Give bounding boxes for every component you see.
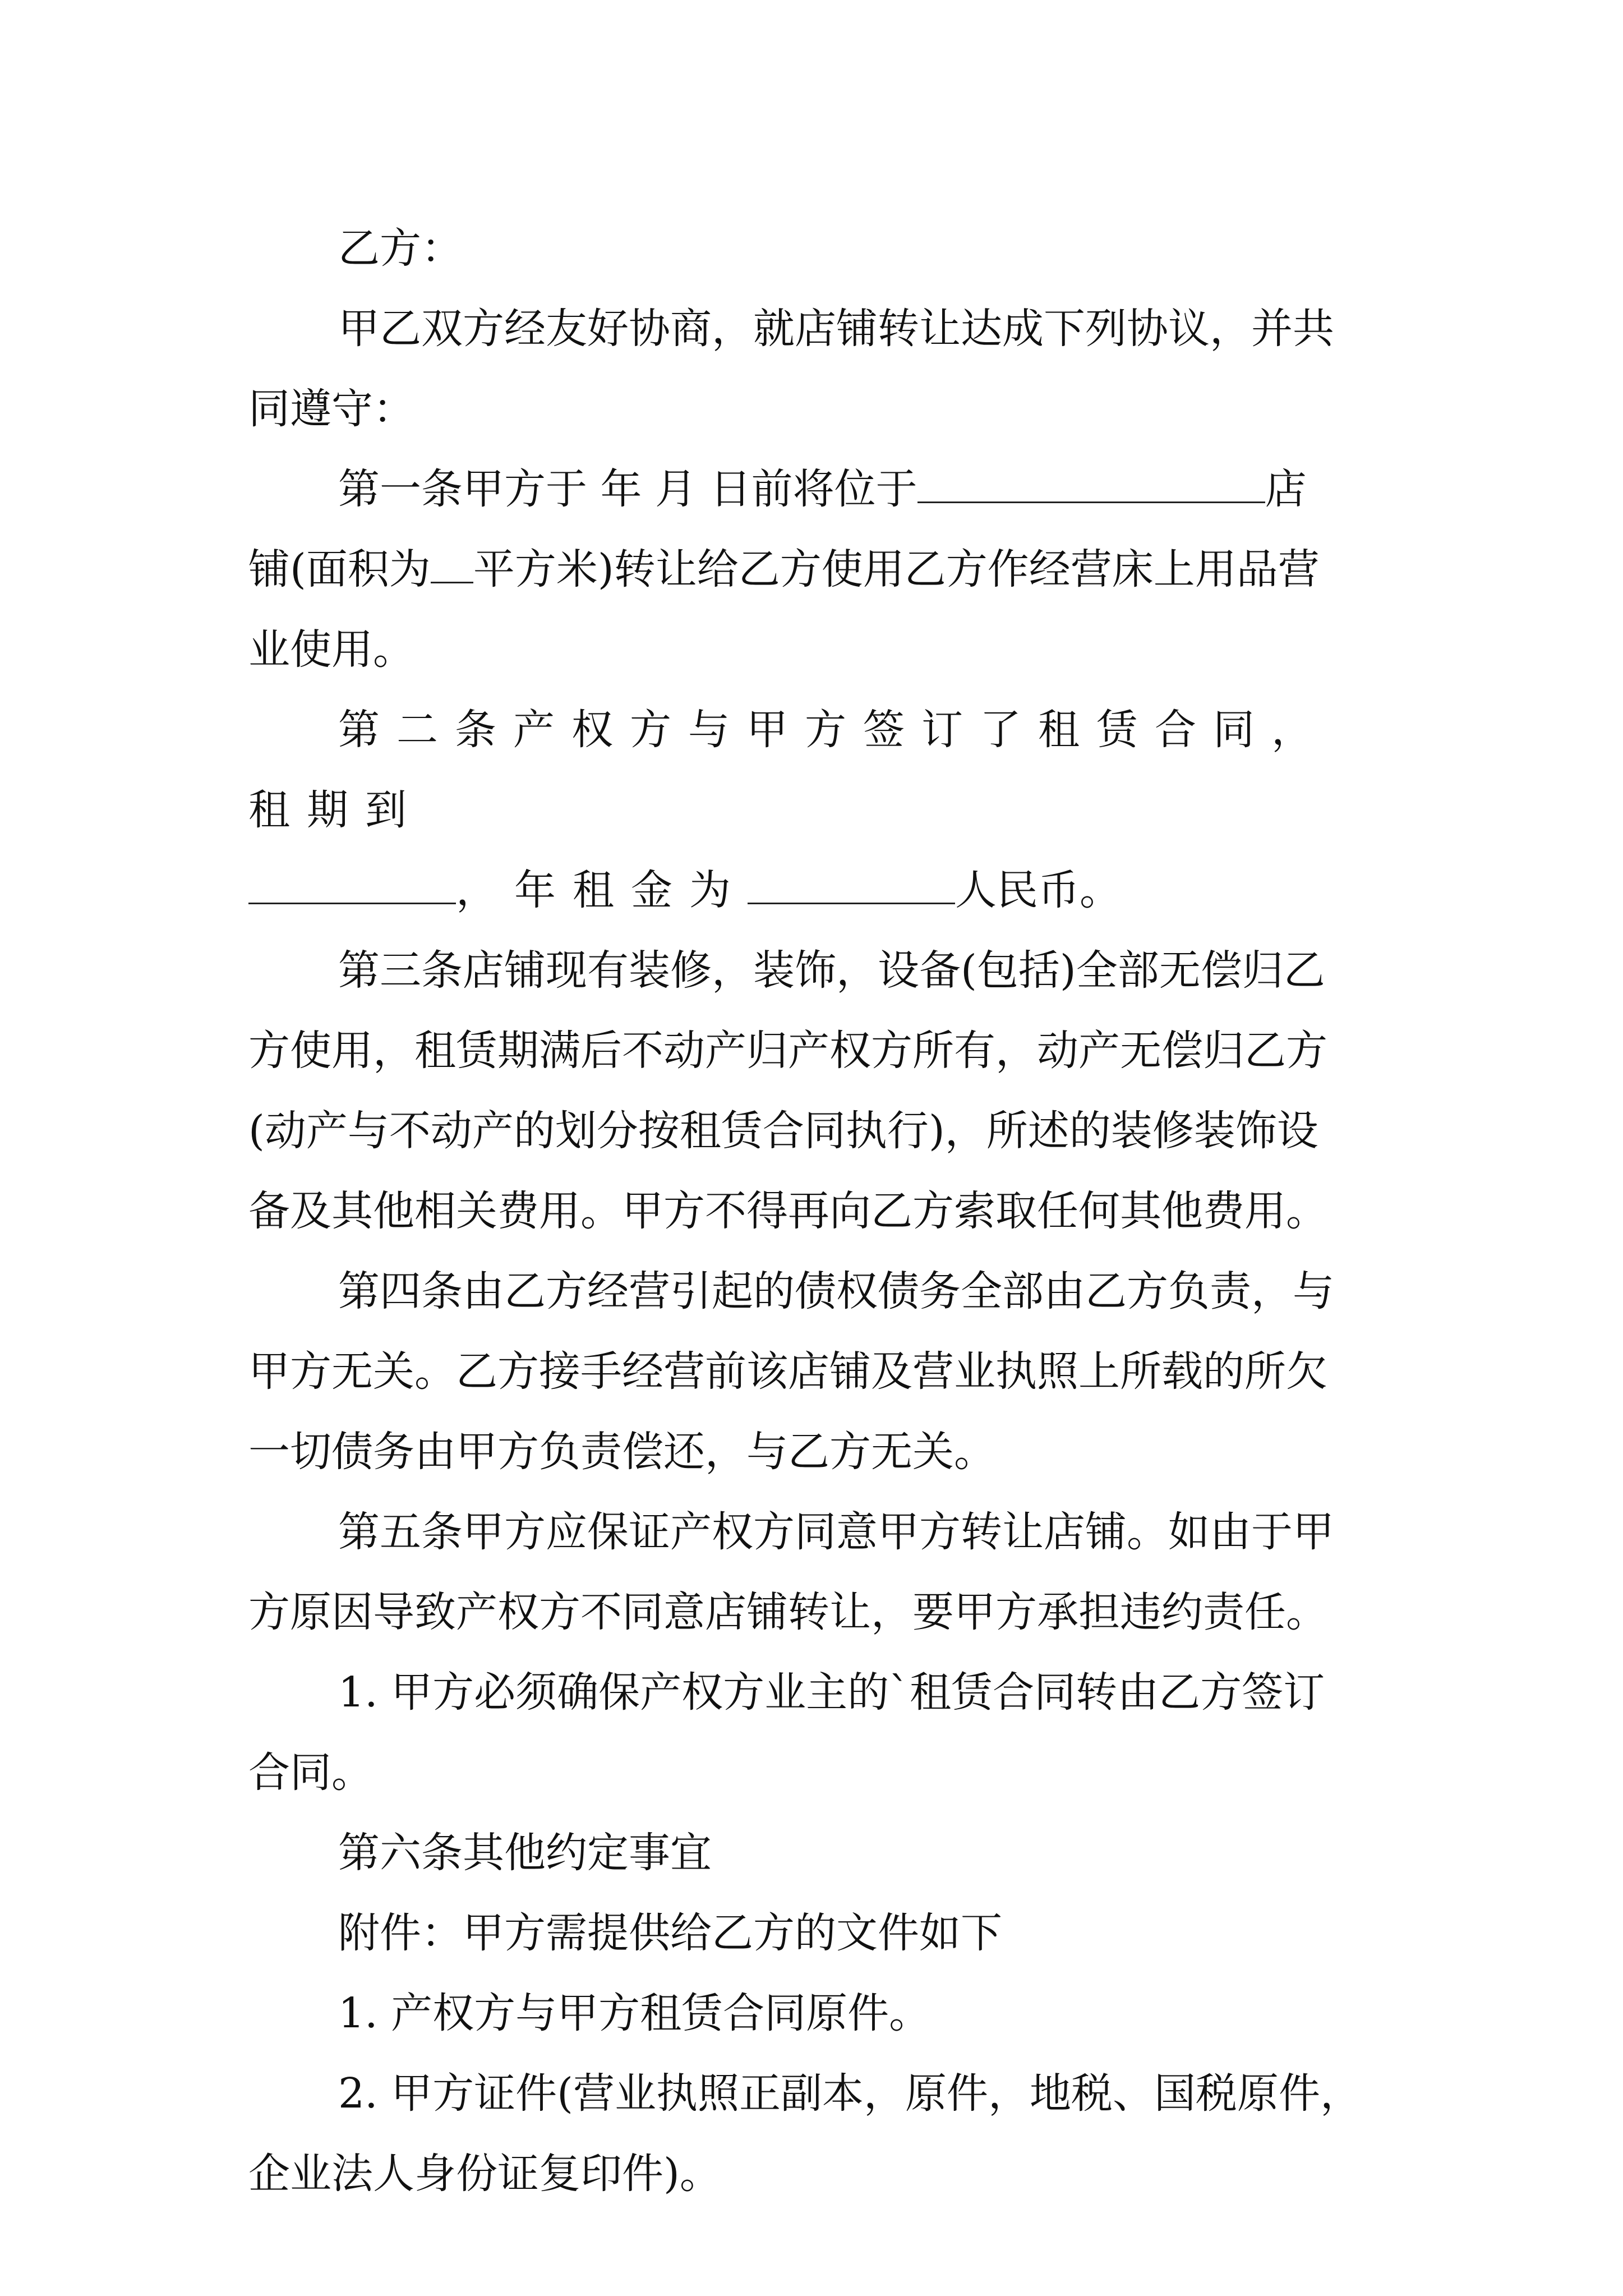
area-blank (431, 542, 473, 583)
intro-paragraph: 甲乙双方经友好协商，就店铺转让达成下列协议，并共 同遵守： (248, 305, 1334, 433)
attachment-item-2: 2. 甲方证件(营业执照正副本，原件，地税、国税原件， 企业法人身份证复印件)。 (248, 2069, 1362, 2198)
article-3: 第三条店铺现有装修，装饰，设备(包括)全部无偿归乙 方使用，租赁期满后不动产归产权方所有，动产无偿归乙方 (动产与不动产的划分按租赁合同执行)，所述的装修装饰设 备及其他相关费用。甲方不得再向乙方索取任何其他费用。 (248, 946, 1327, 1235)
contract-page (248, 209, 1381, 2214)
annual-rent-blank (748, 863, 955, 904)
article-1: 第一条甲方于 年 月 日前将位于 店 铺(面积为 平方米)转让给乙方使用乙方作经营床上用品营 业使用。 (248, 449, 1381, 690)
party-b-line (248, 209, 1381, 289)
article-2: 第二条产权方与甲方签订了租赁合同，租期到 ，年租金为 人民币。 (248, 706, 1330, 914)
article-4: 第四条由乙方经营引起的债权债务全部由乙方负责，与 甲方无关。乙方接手经营前该店铺及营业执照上所载的所欠 一切债务由甲方负责偿还，与乙方无关。 (248, 1267, 1334, 1476)
lease-term-blank (248, 863, 456, 904)
article-5-item-1: 1. 甲方必须确保产权方业主的`租赁合同转由乙方签订 合同。 (248, 1668, 1325, 1797)
attachment-heading: 附件：甲方需提供给乙方的文件如下 (338, 1909, 1002, 1957)
party-b-label: 乙方： (338, 224, 463, 273)
attachment-item-1: 1. 产权方与甲方租赁合同原件。 (338, 1989, 931, 2037)
article-6: 第六条其他约定事宜 (338, 1829, 712, 1877)
address-blank (917, 462, 1265, 503)
article-5: 第五条甲方应保证产权方同意甲方转让店铺。如由于甲 方原因导致产权方不同意店铺转让，要甲方承担违约责任。 (248, 1508, 1334, 1636)
